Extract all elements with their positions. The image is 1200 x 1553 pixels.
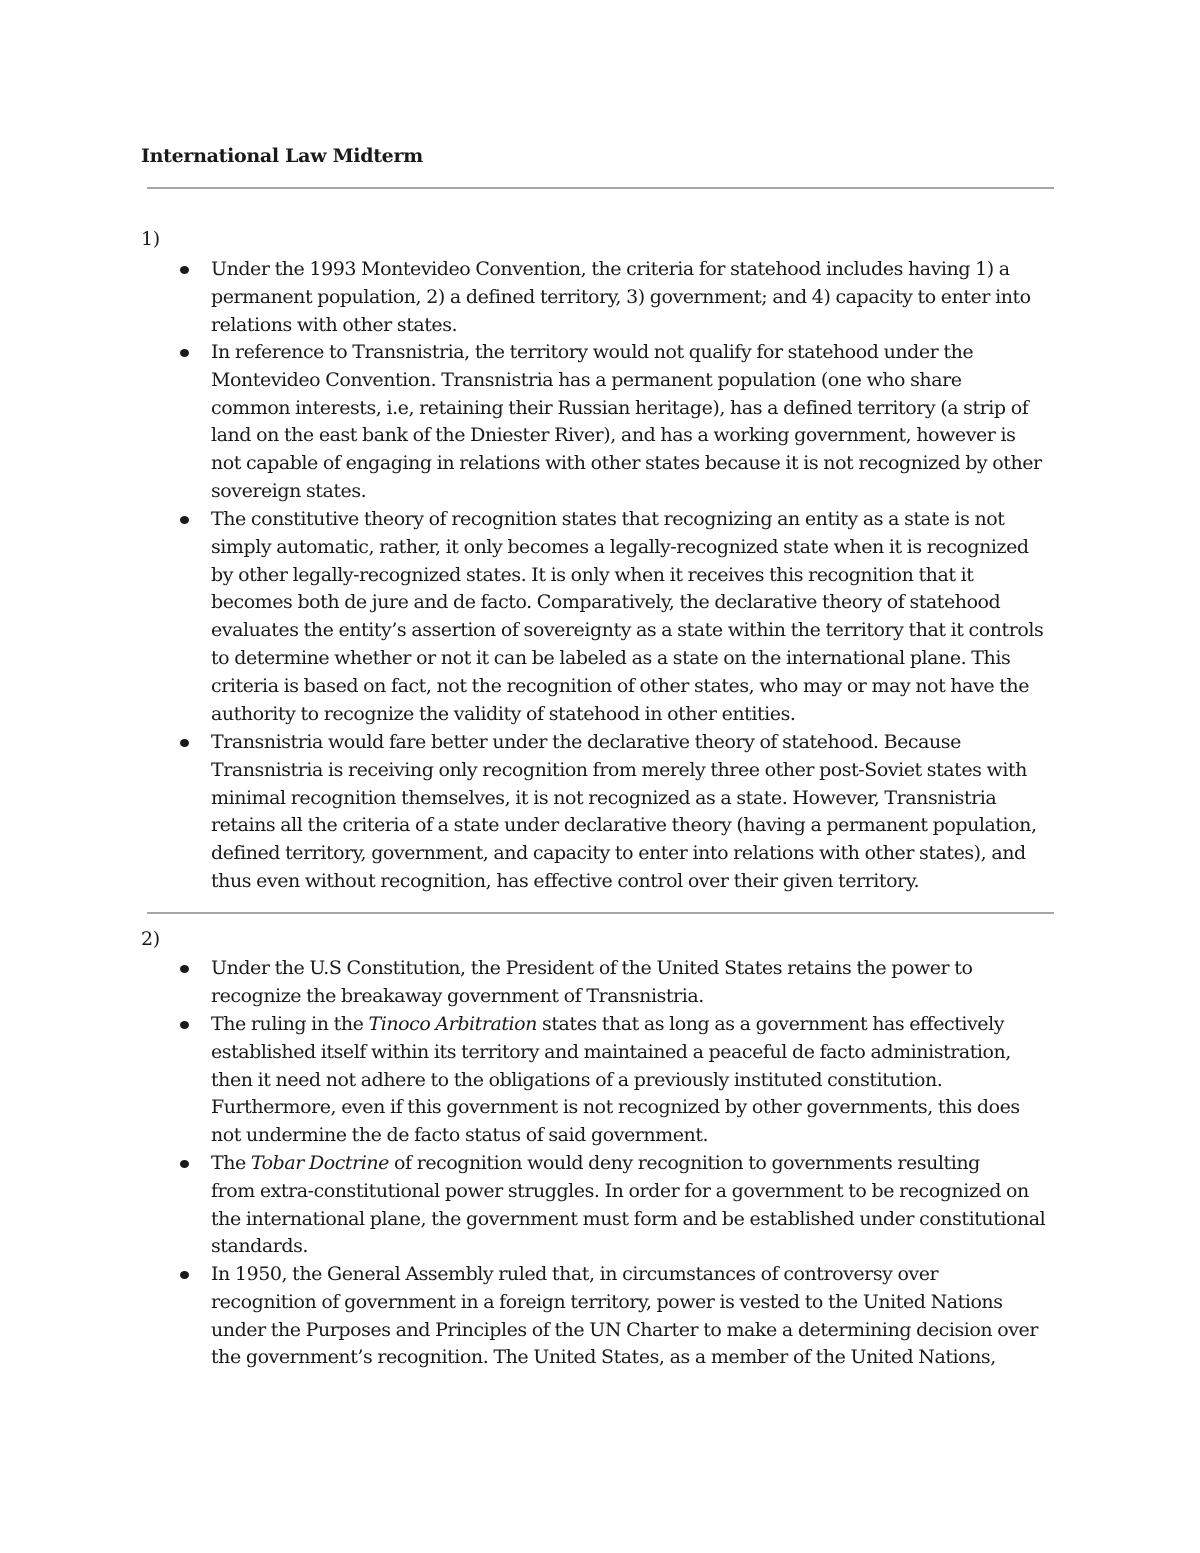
- text-line: criteria is based on fact, not the recognition of other states, who may or may not have the: [211, 674, 1029, 697]
- bullet-icon: [180, 516, 189, 524]
- doctrine-name: Tobar Doctrine: [250, 1152, 389, 1174]
- text-line: to determine whether or not it can be labeled as a state on the international plane. This: [211, 646, 1011, 669]
- text-line: thus even without recognition, has effective control over their given territory.: [211, 869, 920, 892]
- text-line: Furthermore, even if this government is not recognized by other governments, this does: [211, 1096, 1020, 1119]
- text-line: by other legally-recognized states. It is only when it receives this recognition that it: [211, 563, 974, 586]
- horizontal-rule: [147, 912, 1054, 914]
- text-line: Montevideo Convention. Transnistria has a permanent population (one who share: [211, 368, 962, 391]
- list-item-text: [211, 955, 1071, 1011]
- text-line: becomes both de jure and de facto. Comparatively, the declarative theory of statehood: [211, 591, 1001, 614]
- text-line: common interests, i.e, retaining their Russian heritage), has a defined territory (a strip of: [211, 396, 1029, 419]
- text-line: standards.: [211, 1235, 308, 1258]
- text-span: The: [211, 1152, 251, 1174]
- text-line: not undermine the de facto status of said government.: [211, 1124, 709, 1147]
- text-line: retains all the criteria of a state under declarative theory (having a permanent population,: [211, 814, 1037, 837]
- text-line: recognize the breakaway government of Transnistria.: [211, 984, 704, 1007]
- text-line: In 1950, the General Assembly ruled that, in circumstances of controversy over: [211, 1263, 939, 1285]
- text-line: under the Purposes and Principles of the UN Charter to make a determining decision over: [211, 1318, 1038, 1341]
- text-line: Transnistria is receiving only recognition from merely three other post-Soviet states with: [211, 758, 1027, 781]
- horizontal-rule: [147, 187, 1054, 189]
- case-name: Tinoco Arbitration: [368, 1013, 537, 1035]
- bullet-icon: [180, 1160, 189, 1168]
- text-line: Under the 1993 Montevideo Convention, the criteria for statehood includes having 1) a: [211, 258, 1010, 280]
- text-line: not capable of engaging in relations with other states because it is not recognized by other: [211, 452, 1042, 475]
- text-line: [211, 1150, 1071, 1178]
- text-line: In reference to Transnistria, the territory would not qualify for statehood under the: [211, 341, 974, 363]
- text-line: relations with other states.: [211, 313, 458, 336]
- text-line: The constitutive theory of recognition states that recognizing an entity as a state is not: [211, 508, 1005, 530]
- text-line: [211, 1011, 1071, 1039]
- list-item-text: [211, 256, 1071, 339]
- text-line: Transnistria would fare better under the declarative theory of statehood. Because: [211, 731, 961, 753]
- text-span: states that as long as a government has effectively: [536, 1013, 1005, 1035]
- text-line: Under the U.S Constitution, the President of the United States retains the power to: [211, 957, 973, 979]
- text-line: then it need not adhere to the obligations of a previously instituted constitution.: [211, 1068, 943, 1091]
- text-line: recognition of government in a foreign territory, power is vested to the United Nations: [211, 1290, 1003, 1313]
- list-item-text: [211, 729, 1071, 896]
- text-line: sovereign states.: [211, 479, 367, 502]
- text-line: authority to recognize the validity of statehood in other entities.: [211, 702, 796, 725]
- bullet-icon: [180, 1271, 189, 1279]
- question-number: 1): [141, 228, 160, 250]
- text-line: defined territory, government, and capacity to enter into relations with other states), and: [211, 842, 1026, 865]
- list-item-text: [211, 506, 1071, 728]
- document-title: International Law Midterm: [141, 145, 423, 167]
- list-item-text: [211, 1011, 1071, 1150]
- list-item-text: [211, 1150, 1071, 1261]
- bullet-icon: [180, 739, 189, 747]
- bullet-icon: [180, 1021, 189, 1029]
- list-item-text: [211, 339, 1071, 506]
- text-line: evaluates the entity’s assertion of sovereignty as a state within the territory that it controls: [211, 619, 1044, 642]
- question-number: 2): [141, 928, 160, 950]
- bullet-icon: [180, 266, 189, 274]
- text-line: from extra-constitutional power struggles. In order for a government to be recognized on: [211, 1179, 1029, 1202]
- text-line: established itself within its territory and maintained a peaceful de facto administration,: [211, 1040, 1011, 1063]
- text-line: the government’s recognition. The United States, as a member of the United Nations,: [211, 1346, 996, 1369]
- text-span: of recognition would deny recognition to governments resulting: [388, 1152, 980, 1174]
- text-line: minimal recognition themselves, it is not recognized as a state. However, Transnistria: [211, 786, 997, 809]
- bullet-icon: [180, 965, 189, 973]
- list-item-text: [211, 1261, 1071, 1372]
- text-line: permanent population, 2) a defined territory, 3) government; and 4) capacity to enter into: [211, 285, 1031, 308]
- text-line: land on the east bank of the Dniester River), and has a working government, however is: [211, 424, 1016, 447]
- bullet-icon: [180, 349, 189, 357]
- text-line: the international plane, the government must form and be established under constitutional: [211, 1207, 1046, 1230]
- text-line: simply automatic, rather, it only becomes a legally-recognized state when it is recognized: [211, 535, 1029, 558]
- text-span: The ruling in the: [211, 1013, 369, 1035]
